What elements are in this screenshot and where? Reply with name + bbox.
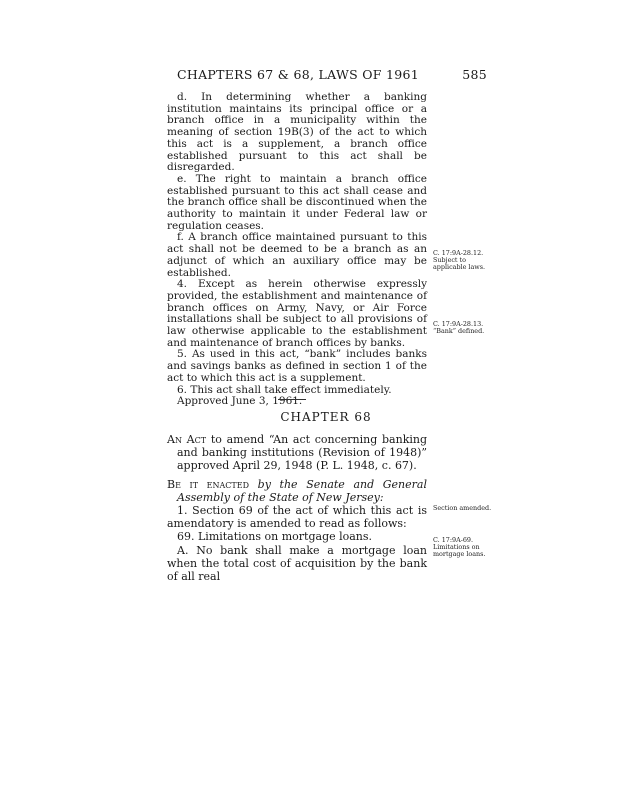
margin-note-text: Section amended. [433, 504, 492, 512]
running-title: CHAPTERS 67 & 68, LAWS OF 1961 [177, 67, 420, 82]
act-title-lead: An Act [167, 433, 207, 446]
section-divider [278, 399, 306, 400]
section-1: 1. Section 69 of the act of which this act is amendatory is amended to read as follows: [167, 504, 427, 531]
paragraph-e: e. The right to maintain a branch office established pursuant to this act shall cease and the branch office shall be discontinued when the authority to maintain it under Federal law or regulation ceases. [167, 172, 427, 232]
margin-note-text: Limitations on mortgage loans. [433, 543, 486, 559]
section-6: 6. This act shall take effect immediately. [177, 383, 392, 396]
margin-note-citation: C. 17:9A-69. [433, 536, 474, 544]
section-5: 5. As used in this act, “bank” includes banks and savings banks as defined in section 1 of the act to which this act is a supplement. [167, 348, 427, 384]
paragraph-d: d. In determining whether a banking institution maintains its principal office or a branch office in a municipality within the meaning of section 19B(3) of the act to which this act is a supplement, a branch office established pursuant to this act shall be disregarded. [167, 91, 427, 174]
margin-note-section-1 [433, 505, 493, 512]
margin-note-section-5 [433, 321, 493, 335]
chapter-67-continuation [167, 92, 427, 408]
margin-note-citation: C. 17:9A-28.13. [433, 320, 484, 328]
approval-line: Approved June 3, 1961. [177, 395, 303, 408]
paragraph-f: f. A branch office maintained pursuant to this act shall not be deemed to be a branch as an adjunct of which an auxiliary office may be established. [167, 231, 427, 279]
page-number: 585 [462, 67, 487, 82]
margin-note-text: Subject to applicable laws. [433, 256, 486, 272]
section-4: 4. Except as herein otherwise expressly provided, the establishment and maintenance of branch offices on Army, Navy, or Air Force installations shall be subject to all provisions of law otherwise applicable to the establishment and maintenance of branch offices by banks. [167, 278, 427, 349]
margin-note-section-4 [433, 250, 493, 272]
chapter-heading: CHAPTER 68 [280, 410, 372, 424]
section-69-a: A. No bank shall make a mortgage loan when the total cost of acquisition by the bank of all real [167, 543, 427, 584]
section-69-heading: 69. Limitations on mortgage loans. [177, 530, 373, 544]
enacting-rest: by the Senate and General Assembly of the State of New Jersey: [177, 477, 427, 504]
margin-note-citation: C. 17:9A-28.12. [433, 249, 484, 257]
margin-note-text: “Bank” defined. [433, 327, 485, 336]
act-title [167, 433, 427, 473]
chapter-68-text [167, 433, 427, 583]
act-title-rest: to amend “An act concerning banking and banking institutions (Revision of 1948)” approved April 29, 1948 (P. L. 1948, c. 67). [177, 433, 428, 473]
enacting-lead: Be it enacted [167, 477, 250, 491]
margin-note-section-69 [433, 537, 493, 559]
enacting-clause [167, 478, 427, 504]
